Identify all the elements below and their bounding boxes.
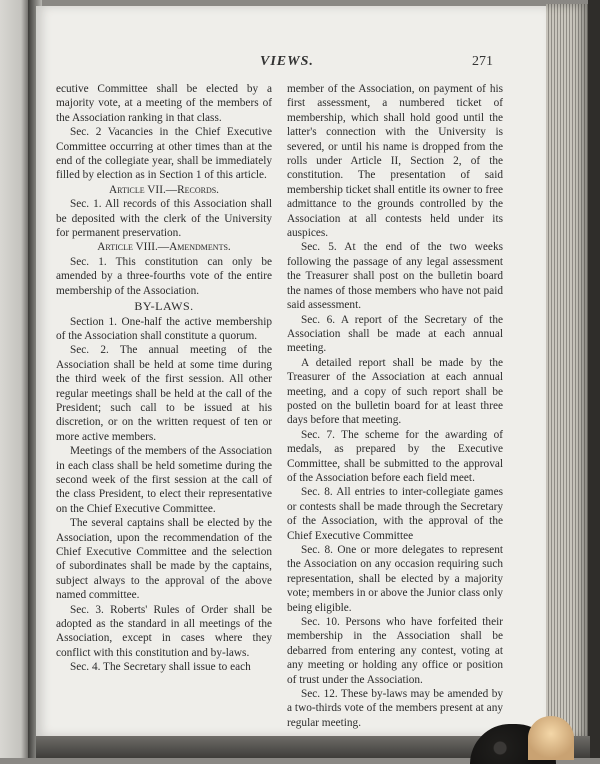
paragraph: Section 1. One-half the active membership of the Association shall constitute a quorum.	[56, 315, 272, 342]
paragraph: Sec. 1. This constitution can only be amended by a three-fourths vote of the entire membership of the Association.	[56, 255, 272, 297]
paragraph: Sec. 1. All records of this Association shall be deposited with the clerk of the University for permanent preservation.	[56, 198, 272, 240]
left-text-column	[56, 82, 272, 675]
running-head: VIEWS.	[260, 54, 314, 69]
book-cover-edge	[588, 0, 600, 758]
page-number: 271	[472, 54, 493, 69]
paragraph: Meetings of the members of the Association in each class shall be held sometime during the second week of the first session at the call of the class President, to elect their representative on the Chief Executive Committee.	[56, 445, 272, 515]
paragraph: member of the Association, on payment of his first assessment, a numbered ticket of membership, which shall hold good until the latter's connection with the University is severed, or until his name is dropped from the rolls under Article II, Section 2, of the constitution. The presentation of said membership ticket shall entitle its owner to free admittance to the grounds controlled by the Association at all contests held under its auspices.	[287, 83, 503, 240]
paragraph: Sec. 2 Vacancies in the Chief Executive Committee occurring at other times than at the end of the collegiate year, shall be immediately filled by election as in Section 1 of this article.	[56, 126, 272, 182]
paragraph: Sec. 10. Persons who have forfeited their membership in the Association shall be debarred from entering any contest, voting at any meeting or holding any office or position of trust under the Association.	[287, 616, 503, 686]
facing-page-edge	[0, 0, 30, 758]
paragraph: Sec. 12. These by-laws may be amended by a two-thirds vote of the members present at any regular meeting.	[287, 688, 503, 729]
paragraph: A detailed report shall be made by the Treasurer of the Association at each annual meeting, and a copy of such report shall be posted on the bulletin board for at least three days before that meeting.	[287, 356, 503, 427]
page-header	[36, 54, 546, 74]
paragraph: Article VIII.—Amendments.	[97, 241, 231, 254]
paragraph: The several captains shall be elected by the Association, upon the recommendation of the Chief Executive Committee and the selection of subordinates shall be made by the captains, subject always to the approval of the above named committee.	[56, 517, 272, 602]
paragraph: BY-LAWS.	[134, 299, 194, 314]
paragraph: Sec. 7. The scheme for the awarding of medals, as prepared by the Executive Committee, shall be submitted to the approval of the Association before each field meet.	[287, 428, 503, 484]
paragraph: Sec. 8. All entries to inter-collegiate games or contests shall be made through the Secretary of the Association, with the approval of the Chief Executive Committee	[287, 486, 503, 542]
paragraph: Sec. 5. At the end of the two weeks following the passage of any legal assessment the Treasurer shall post on the bulletin board the names of those members who have not paid said assessment.	[287, 241, 503, 312]
paragraph: Sec. 2. The annual meeting of the Association shall be held at some time during the third week of the first session. All other regular meetings shall be held at the call of the President; such call to be issued at his discretion, or on the written request of ten or more active members.	[56, 344, 272, 443]
page-edges	[546, 4, 590, 739]
paragraph: Sec. 6. A report of the Secretary of the Association shall be made at each annual meeting.	[287, 313, 503, 355]
right-text-column	[287, 82, 503, 730]
paragraph: ecutive Committee shall be elected by a majority vote, at a meeting of the members of the Association ranking in that class.	[56, 83, 272, 124]
fingertip	[528, 716, 574, 760]
paragraph: Sec. 8. One or more delegates to represent the Association on any occasion requiring such representation, shall be elected by a majority vote; members in or above the Junior class only being eligible.	[287, 544, 503, 614]
paragraph: Sec. 3. Roberts' Rules of Order shall be adopted as the standard in all meetings of the Association, except in cases where they conflict with this constitution and by-laws.	[56, 603, 272, 659]
paragraph: Article VII.—Records.	[108, 183, 220, 196]
paragraph: Sec. 4. The Secretary shall issue to each	[70, 661, 251, 674]
